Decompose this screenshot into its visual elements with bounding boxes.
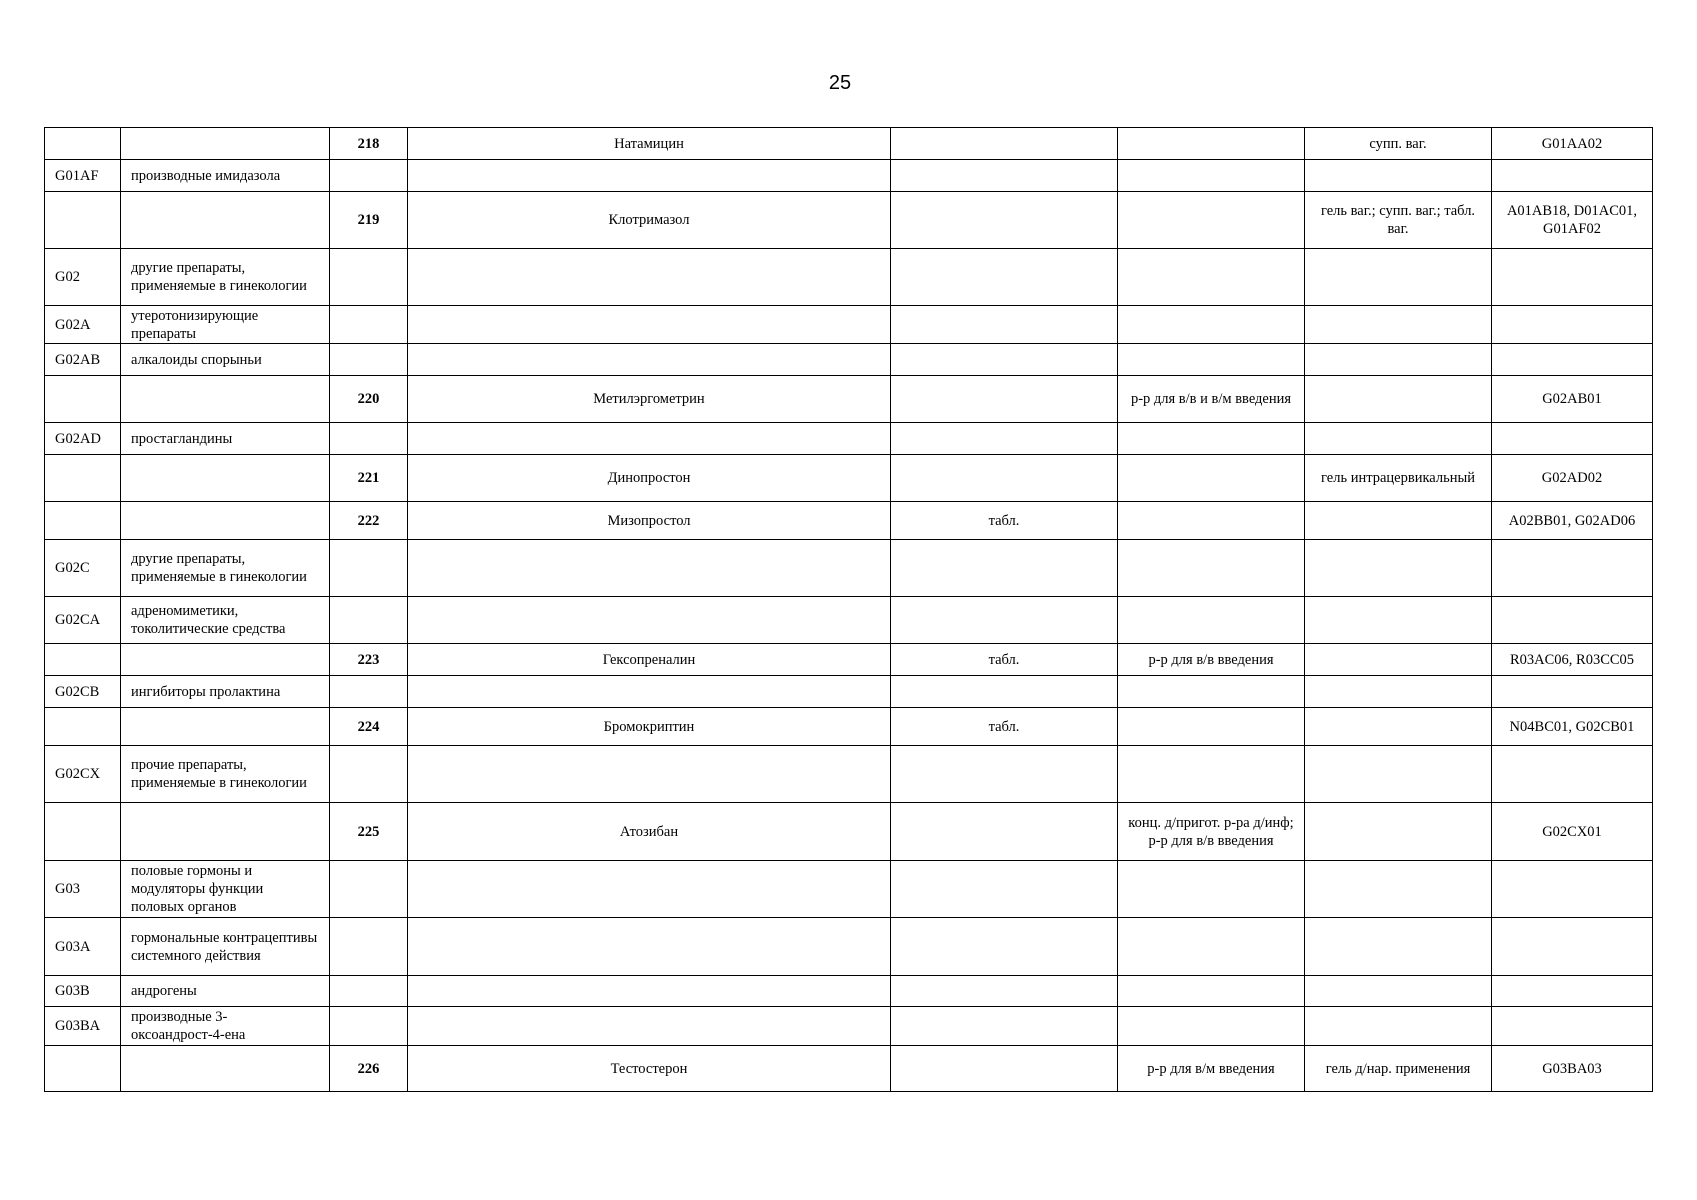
row-number-cell [330, 344, 408, 376]
row-number-cell: 224 [330, 708, 408, 746]
row-number-cell [330, 918, 408, 976]
drug-name-cell: Тестостерон [408, 1046, 891, 1092]
row-number-cell [330, 423, 408, 455]
atc-group-code-cell: G02AD [45, 423, 121, 455]
dosage-form-injection-cell [1118, 502, 1305, 540]
dosage-form-other-cell [1305, 423, 1492, 455]
dosage-form-other-cell [1305, 644, 1492, 676]
table-row [45, 306, 1653, 344]
dosage-form-injection-cell [1118, 918, 1305, 976]
atc-codes-cell [1492, 540, 1653, 597]
dosage-form-injection-cell [1118, 1007, 1305, 1046]
dosage-form-other-cell [1305, 803, 1492, 861]
row-number-cell [330, 249, 408, 306]
atc-group-code-cell [45, 376, 121, 423]
atc-codes-cell [1492, 1007, 1653, 1046]
atc-group-code-cell: G03 [45, 861, 121, 918]
row-number-cell [330, 1007, 408, 1046]
dosage-form-injection-cell: конц. д/пригот. р-ра д/инф; р-р для в/в введения [1118, 803, 1305, 861]
dosage-form-oral-cell [891, 746, 1118, 803]
dosage-form-injection-cell [1118, 423, 1305, 455]
atc-codes-cell [1492, 861, 1653, 918]
drug-name-cell [408, 249, 891, 306]
table-row [45, 644, 1653, 676]
atc-group-code-cell [45, 1046, 121, 1092]
dosage-form-injection-cell [1118, 746, 1305, 803]
drug-name-cell [408, 918, 891, 976]
table-row [45, 502, 1653, 540]
dosage-form-other-cell [1305, 918, 1492, 976]
dosage-form-other-cell: гель д/нар. применения [1305, 1046, 1492, 1092]
dosage-form-injection-cell [1118, 128, 1305, 160]
group-description-cell [121, 502, 330, 540]
dosage-form-other-cell [1305, 861, 1492, 918]
group-description-cell: адреномиметики, токолитические средства [121, 597, 330, 644]
dosage-form-other-cell [1305, 306, 1492, 344]
dosage-form-injection-cell: р-р для в/в и в/м введения [1118, 376, 1305, 423]
atc-group-code-cell [45, 708, 121, 746]
dosage-form-oral-cell: табл. [891, 708, 1118, 746]
table-row [45, 344, 1653, 376]
atc-group-code-cell [45, 455, 121, 502]
dosage-form-other-cell: супп. ваг. [1305, 128, 1492, 160]
group-description-cell: производные 3-оксоандрост-4-ена [121, 1007, 330, 1046]
group-description-cell [121, 376, 330, 423]
atc-codes-cell: N04BC01, G02CB01 [1492, 708, 1653, 746]
dosage-form-other-cell [1305, 676, 1492, 708]
atc-group-code-cell: G02CA [45, 597, 121, 644]
drug-name-cell [408, 976, 891, 1007]
row-number-cell: 226 [330, 1046, 408, 1092]
dosage-form-other-cell [1305, 1007, 1492, 1046]
dosage-form-injection-cell [1118, 455, 1305, 502]
dosage-form-oral-cell: табл. [891, 644, 1118, 676]
dosage-form-injection-cell [1118, 976, 1305, 1007]
table-row [45, 192, 1653, 249]
dosage-form-oral-cell: табл. [891, 502, 1118, 540]
group-description-cell [121, 708, 330, 746]
dosage-form-injection-cell [1118, 597, 1305, 644]
table-row [45, 1046, 1653, 1092]
drug-name-cell: Динопростон [408, 455, 891, 502]
table-body [45, 128, 1653, 1092]
atc-codes-cell: G03BA03 [1492, 1046, 1653, 1092]
dosage-form-oral-cell [891, 540, 1118, 597]
dosage-form-injection-cell: р-р для в/в введения [1118, 644, 1305, 676]
dosage-form-other-cell [1305, 746, 1492, 803]
atc-group-code-cell [45, 803, 121, 861]
atc-group-code-cell [45, 192, 121, 249]
drug-classification-table [44, 127, 1653, 1092]
group-description-cell [121, 192, 330, 249]
group-description-cell: производные имидазола [121, 160, 330, 192]
drug-name-cell [408, 540, 891, 597]
group-description-cell: ингибиторы пролактина [121, 676, 330, 708]
dosage-form-other-cell [1305, 976, 1492, 1007]
atc-group-code-cell [45, 502, 121, 540]
dosage-form-other-cell [1305, 540, 1492, 597]
drug-name-cell [408, 344, 891, 376]
dosage-form-other-cell [1305, 160, 1492, 192]
dosage-form-oral-cell [891, 128, 1118, 160]
dosage-form-oral-cell [891, 192, 1118, 249]
table-row [45, 676, 1653, 708]
row-number-cell: 225 [330, 803, 408, 861]
atc-group-code-cell: G03BA [45, 1007, 121, 1046]
dosage-form-other-cell [1305, 597, 1492, 644]
atc-group-code-cell: G02A [45, 306, 121, 344]
dosage-form-oral-cell [891, 1007, 1118, 1046]
group-description-cell: прочие препараты, применяемые в гинекологии [121, 746, 330, 803]
dosage-form-oral-cell [891, 861, 1118, 918]
row-number-cell [330, 976, 408, 1007]
atc-codes-cell [1492, 597, 1653, 644]
table-row [45, 1007, 1653, 1046]
table-row [45, 249, 1653, 306]
table-row [45, 376, 1653, 423]
atc-group-code-cell: G01AF [45, 160, 121, 192]
dosage-form-oral-cell [891, 455, 1118, 502]
row-number-cell: 218 [330, 128, 408, 160]
dosage-form-injection-cell [1118, 861, 1305, 918]
drug-name-cell: Клотримазол [408, 192, 891, 249]
table-row [45, 597, 1653, 644]
drug-name-cell [408, 423, 891, 455]
row-number-cell [330, 540, 408, 597]
drug-name-cell [408, 160, 891, 192]
atc-group-code-cell: G02CX [45, 746, 121, 803]
row-number-cell [330, 597, 408, 644]
dosage-form-oral-cell [891, 249, 1118, 306]
row-number-cell: 220 [330, 376, 408, 423]
atc-codes-cell [1492, 918, 1653, 976]
dosage-form-other-cell: гель ваг.; супп. ваг.; табл. ваг. [1305, 192, 1492, 249]
drug-name-cell [408, 306, 891, 344]
drug-name-cell: Бромокриптин [408, 708, 891, 746]
atc-codes-cell [1492, 676, 1653, 708]
drug-name-cell: Мизопростол [408, 502, 891, 540]
atc-codes-cell: A01AB18, D01AC01, G01AF02 [1492, 192, 1653, 249]
table-row [45, 861, 1653, 918]
table-row [45, 423, 1653, 455]
row-number-cell [330, 306, 408, 344]
group-description-cell: алкалоиды спорыньи [121, 344, 330, 376]
atc-codes-cell: R03AC06, R03CC05 [1492, 644, 1653, 676]
drug-name-cell: Метилэргометрин [408, 376, 891, 423]
table-row [45, 803, 1653, 861]
atc-codes-cell: G01AA02 [1492, 128, 1653, 160]
row-number-cell: 222 [330, 502, 408, 540]
dosage-form-oral-cell [891, 676, 1118, 708]
dosage-form-injection-cell [1118, 192, 1305, 249]
atc-group-code-cell: G02CB [45, 676, 121, 708]
group-description-cell [121, 128, 330, 160]
group-description-cell: другие препараты, применяемые в гинекологии [121, 540, 330, 597]
table-row [45, 976, 1653, 1007]
dosage-form-oral-cell [891, 344, 1118, 376]
atc-codes-cell [1492, 249, 1653, 306]
dosage-form-oral-cell [891, 803, 1118, 861]
group-description-cell: половые гормоны и модуляторы функции половых органов [121, 861, 330, 918]
atc-group-code-cell [45, 644, 121, 676]
atc-codes-cell [1492, 746, 1653, 803]
table-row [45, 160, 1653, 192]
drug-name-cell [408, 746, 891, 803]
row-number-cell [330, 746, 408, 803]
atc-group-code-cell: G02C [45, 540, 121, 597]
drug-name-cell: Атозибан [408, 803, 891, 861]
row-number-cell: 221 [330, 455, 408, 502]
atc-codes-cell [1492, 306, 1653, 344]
table-row [45, 708, 1653, 746]
atc-group-code-cell: G03B [45, 976, 121, 1007]
dosage-form-other-cell [1305, 708, 1492, 746]
dosage-form-injection-cell [1118, 344, 1305, 376]
group-description-cell: простагландины [121, 423, 330, 455]
page-number: 25 [828, 72, 852, 94]
dosage-form-injection-cell [1118, 306, 1305, 344]
row-number-cell [330, 160, 408, 192]
dosage-form-oral-cell [891, 306, 1118, 344]
atc-codes-cell: G02AB01 [1492, 376, 1653, 423]
dosage-form-injection-cell: р-р для в/м введения [1118, 1046, 1305, 1092]
table-row [45, 746, 1653, 803]
dosage-form-injection-cell [1118, 160, 1305, 192]
dosage-form-injection-cell [1118, 676, 1305, 708]
atc-codes-cell [1492, 423, 1653, 455]
dosage-form-oral-cell [891, 160, 1118, 192]
drug-name-cell [408, 676, 891, 708]
group-description-cell: другие препараты, применяемые в гинекологии [121, 249, 330, 306]
drug-name-cell: Гексопреналин [408, 644, 891, 676]
group-description-cell: андрогены [121, 976, 330, 1007]
dosage-form-oral-cell [891, 597, 1118, 644]
dosage-form-other-cell [1305, 502, 1492, 540]
atc-codes-cell: G02CX01 [1492, 803, 1653, 861]
group-description-cell: гормональные контрацептивы системного действия [121, 918, 330, 976]
atc-codes-cell [1492, 160, 1653, 192]
table-row [45, 455, 1653, 502]
dosage-form-other-cell [1305, 376, 1492, 423]
drug-name-cell [408, 861, 891, 918]
atc-codes-cell: A02BB01, G02AD06 [1492, 502, 1653, 540]
dosage-form-other-cell: гель интрацервикальный [1305, 455, 1492, 502]
group-description-cell [121, 455, 330, 502]
row-number-cell: 223 [330, 644, 408, 676]
atc-group-code-cell: G03A [45, 918, 121, 976]
drug-name-cell [408, 597, 891, 644]
dosage-form-oral-cell [891, 423, 1118, 455]
table-row [45, 540, 1653, 597]
table-row [45, 918, 1653, 976]
dosage-form-oral-cell [891, 976, 1118, 1007]
group-description-cell [121, 1046, 330, 1092]
dosage-form-injection-cell [1118, 540, 1305, 597]
row-number-cell [330, 861, 408, 918]
atc-codes-cell [1492, 976, 1653, 1007]
group-description-cell [121, 644, 330, 676]
atc-codes-cell: G02AD02 [1492, 455, 1653, 502]
atc-group-code-cell: G02AB [45, 344, 121, 376]
dosage-form-oral-cell [891, 918, 1118, 976]
group-description-cell: утеротонизирующие препараты [121, 306, 330, 344]
row-number-cell: 219 [330, 192, 408, 249]
dosage-form-other-cell [1305, 344, 1492, 376]
dosage-form-injection-cell [1118, 249, 1305, 306]
atc-codes-cell [1492, 344, 1653, 376]
atc-group-code-cell: G02 [45, 249, 121, 306]
dosage-form-oral-cell [891, 376, 1118, 423]
row-number-cell [330, 676, 408, 708]
dosage-form-other-cell [1305, 249, 1492, 306]
atc-group-code-cell [45, 128, 121, 160]
group-description-cell [121, 803, 330, 861]
drug-name-cell [408, 1007, 891, 1046]
drug-name-cell: Натамицин [408, 128, 891, 160]
dosage-form-oral-cell [891, 1046, 1118, 1092]
table-row [45, 128, 1653, 160]
dosage-form-injection-cell [1118, 708, 1305, 746]
